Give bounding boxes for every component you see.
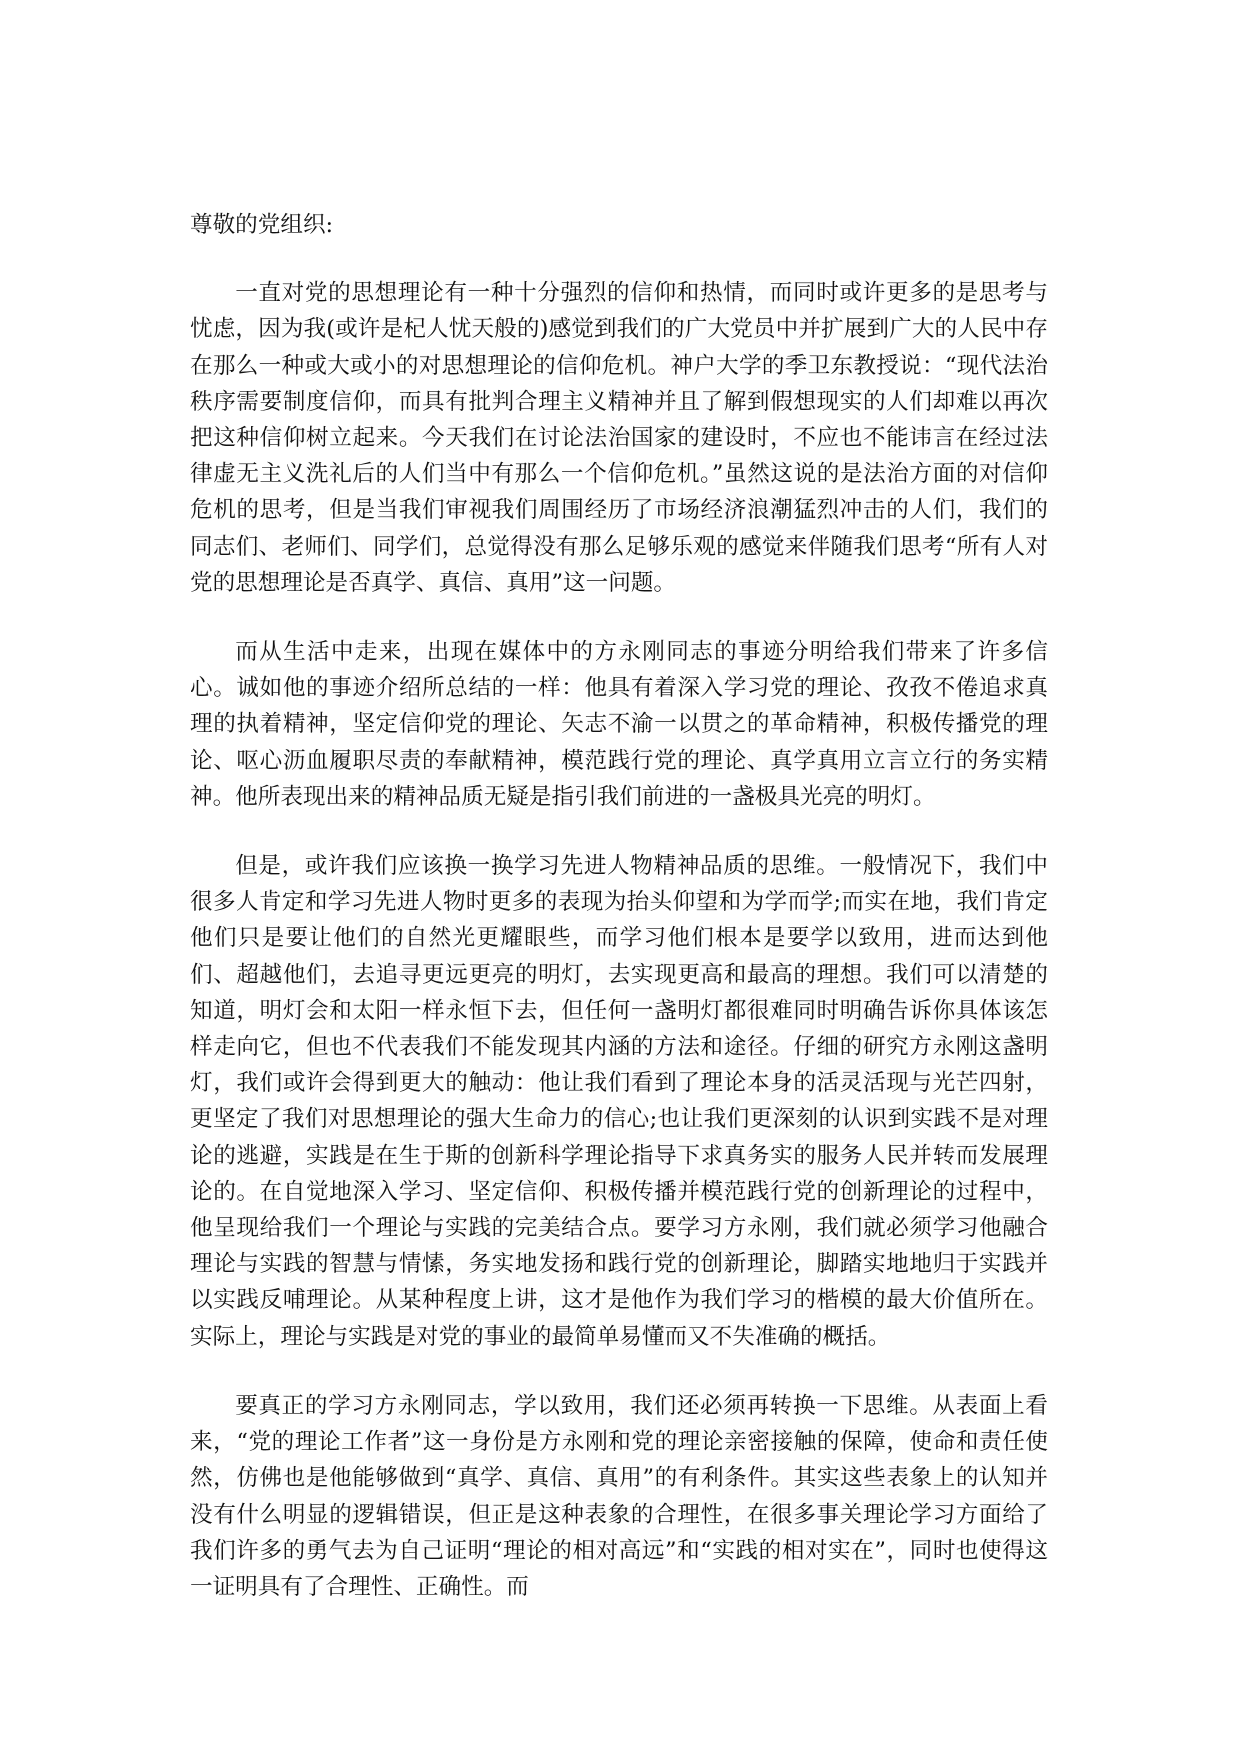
salutation: 尊敬的党组织: — [190, 212, 334, 238]
paragraph-1: 一直对党的思想理论有一种十分强烈的信仰和热情，而同时或许更多的是思考与忧虑，因为我(或许是杞人忧天般的)感觉到我们的广大党员中并扩展到广大的人民中存在那么一种或大或小的对思想理论的信仰危机。神户大学的季卫东教授说：“现代法治秩序需要制度信仰，而具有批判合理主义精神并且了解到假想现实的人们却难以再次把这种信仰树立起来。今天我们在讨论法治国家的建设时，不应也不能讳言在经过法律虚无主义洗礼后的人们当中有那么一个信仰危机。”虽然这说的是法治方面的对信仰危机的思考，但是当我们审视我们周围经历了市场经济浪潮猛烈冲击的人们，我们的同志们、老师们、同学们，总觉得没有那么足够乐观的感觉来伴随我们思考“所有人对党的思想理论是否真学、真信、真用”这一问题。 — [190, 280, 1048, 596]
paragraph-4: 要真正的学习方永刚同志，学以致用，我们还必须再转换一下思维。从表面上看来，“党的理论工作者”这一身份是方永刚和党的理论亲密接触的保障，使命和责任使然，仿佛也是他能够做到“真学、真信、真用”的有利条件。其实这些表象上的认知并没有什么明显的逻辑错误，但正是这种表象的合理性，在很多事关理论学习方面给了我们许多的勇气去为自己证明“理论的相对高远”和“实践的相对实在”，同时也使得这一证明具有了合理性、正确性。而 — [190, 1392, 1048, 1600]
paragraph-3: 但是，或许我们应该换一换学习先进人物精神品质的思维。一般情况下，我们中很多人肯定和学习先进人物时更多的表现为抬头仰望和为学而学;而实在地，我们肯定他们只是要让他们的自然光更耀眼些，而学习他们根本是要学以致用，进而达到他们、超越他们，去追寻更远更亮的明灯，去实现更高和最高的理想。我们可以清楚的知道，明灯会和太阳一样永恒下去，但任何一盏明灯都很难同时明确告诉你具体该怎样走向它，但也不代表我们不能发现其内涵的方法和途径。仔细的研究方永刚这盏明灯，我们或许会得到更大的触动：他让我们看到了理论本身的活灵活现与光芒四射，更坚定了我们对思想理论的强大生命力的信心;也让我们更深刻的认识到实践不是对理论的逃避，实践是在生于斯的创新科学理论指导下求真务实的服务人民并转而发展理论的。在自觉地深入学习、坚定信仰、积极传播并模范践行党的创新理论的过程中，他呈现给我们一个理论与实践的完美结合点。要学习方永刚，我们就必须学习他融合理论与实践的智慧与情愫，务实地发扬和践行党的创新理论，脚踏实地地归于实践并以实践反哺理论。从某种程度上讲，这才是他作为我们学习的楷模的最大价值所在。实际上，理论与实践是对党的事业的最简单易懂而又不失准确的概括。 — [190, 853, 1048, 1350]
paragraph-2: 而从生活中走来，出现在媒体中的方永刚同志的事迹分明给我们带来了许多信心。诚如他的事迹介绍所总结的一样：他具有着深入学习党的理论、孜孜不倦追求真理的执着精神，坚定信仰党的理论、矢志不渝一以贯之的革命精神，积极传播党的理论、呕心沥血履职尽责的奉献精神，模范践行党的理论、真学真用立言立行的务实精神。他所表现出来的精神品质无疑是指引我们前进的一盏极具光亮的明灯。 — [190, 639, 1048, 810]
letter-body — [190, 207, 1048, 1605]
